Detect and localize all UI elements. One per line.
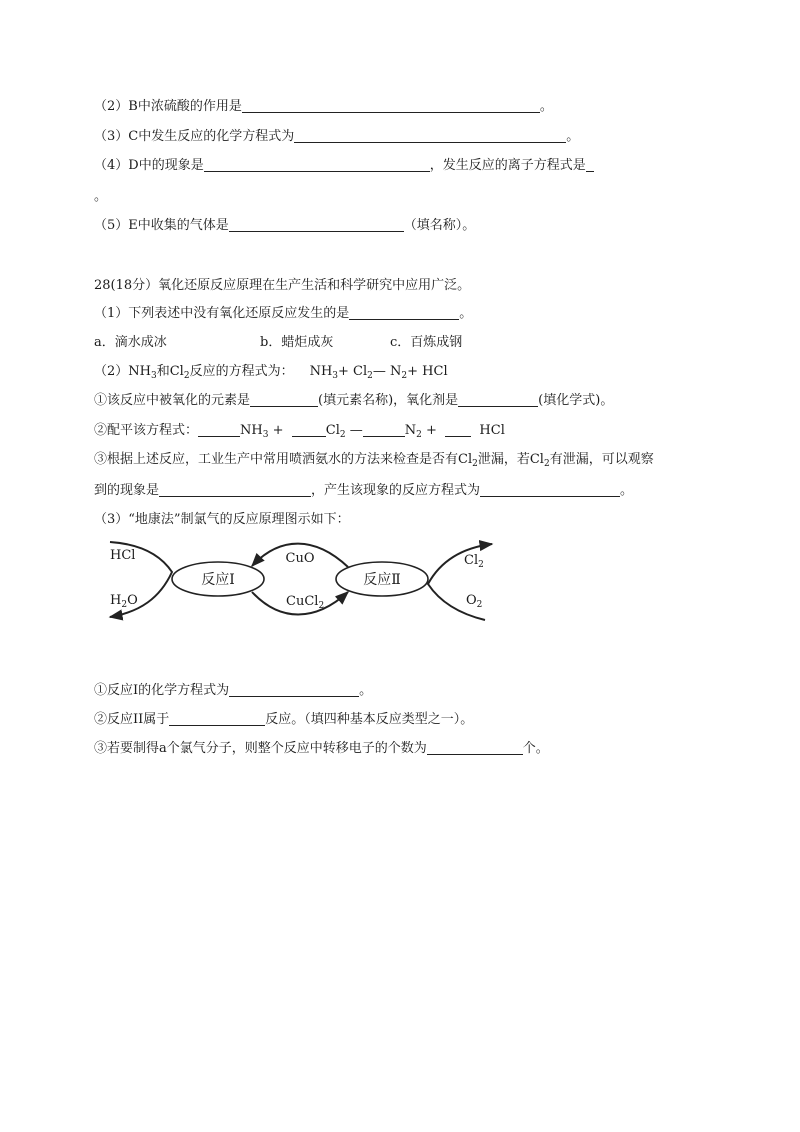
coef-cl2-blank[interactable] [292,423,326,437]
reaction-2-label: 反应Ⅱ [363,572,401,588]
q28-sub1-text-a: ①该反应中被氧化的元素是 [94,393,251,408]
reaction-1-equation-blank[interactable] [229,683,359,697]
reaction-1-label: 反应Ⅰ [201,572,235,588]
o2-label [466,593,482,610]
q28-sub1 [94,392,613,410]
q28-r2-end: 反应。（填四种基本反应类型之一）。 [265,712,474,727]
q28-sub3-end: 。 [620,483,634,498]
reaction-equation-blank[interactable] [480,483,620,497]
q28-r1 [94,682,372,700]
option-a[interactable]: a．滴水成冰 [94,335,167,350]
sub: 3 [150,371,157,381]
q28-part1 [94,305,472,323]
cl2-sub: 2 [478,560,484,570]
sub: 2 [416,430,422,440]
q28-sub3-text-d: 到的现象是 [94,483,160,498]
q28-sub3-text-a: ③根据上述反应，工业生产中常用喷洒氨水的方法来检查是否有Cl [94,452,473,467]
n2: N [404,423,417,438]
eq-n2: — N [372,364,402,379]
q27-part5-label: （5）E中收集的气体是 [94,218,229,233]
electron-count-blank[interactable] [427,741,523,755]
q28-sub3-text-b: 泄漏，若Cl [477,452,544,467]
q27-part4-end: 。 [94,189,108,204]
cucl2-sub: 2 [318,601,325,611]
q28-equation [310,364,448,379]
q28-part2-text-c: 反应的方程式为： [189,364,294,379]
h2o-o: O [127,593,138,608]
q28-sub3-line2 [94,482,633,500]
q27-part4-blank-1[interactable] [204,158,430,172]
q28-r1-end: 。 [359,683,373,698]
eq-cl2: + Cl [338,364,368,379]
q28-part2-text-a: （2）NH [94,364,151,379]
q27-part4-mid: ，发生反应的离子方程式是 [429,158,586,173]
deacon-process-diagram [100,532,500,627]
q28-r2 [94,711,473,729]
q27-part2-end: 。 [539,99,553,114]
q27-part5-blank[interactable] [229,218,404,232]
option-c[interactable]: c．百炼成钢 [390,335,463,350]
sub: 2 [401,371,408,381]
oxidant-blank[interactable] [458,393,538,407]
q28-options [94,334,462,352]
q27-part4-blank-2[interactable] [586,158,594,172]
q28-r2-label: ②反应II属于 [94,712,170,727]
q27-part3 [94,128,579,146]
sub: 2 [543,459,550,469]
q28-sub2-label: ②配平该方程式： [94,423,199,438]
coef-n2-blank[interactable] [363,423,405,437]
o2-text: O [466,593,477,608]
coef-nh3-blank[interactable] [198,423,240,437]
q28-part3: （3）“地康法”制氯气的反应原理图示如下： [94,512,350,527]
sub: 2 [183,371,190,381]
sub: 3 [332,371,339,381]
q28-part1-blank[interactable] [349,306,459,320]
q27-part4 [94,157,594,175]
phenomenon-blank[interactable] [159,483,311,497]
cuo-label: CuO [285,551,315,566]
plus: + [268,423,292,438]
q28-part2 [94,363,448,381]
cl2: Cl [325,423,340,438]
q28-r3 [94,740,549,758]
hcl: HCl [479,423,505,438]
q27-part2 [94,98,553,116]
reaction-2-type-blank[interactable] [169,712,265,726]
q28-sub3-text-c: 有泄漏，可以观察 [549,452,654,467]
q28-title: 28(18分）氧化还原反应原理在生产生活和科学研究中应用广泛。 [94,278,471,293]
cucl2-label [286,594,324,611]
q28-sub3-text-e: ，产生该现象的反应方程式为 [311,483,481,498]
q27-part4-label: （4）D中的现象是 [94,158,204,173]
cl2-label [464,553,484,570]
q27-part5 [94,217,475,235]
q28-part1-label: （1）下列表述中没有氧化还原反应发生的是 [94,306,350,321]
q27-part3-blank[interactable] [294,129,566,143]
coef-hcl-blank[interactable] [445,423,471,437]
q28-sub2 [94,422,505,440]
q27-part2-blank[interactable] [242,99,540,113]
eq-hcl: + HCl [407,364,448,379]
option-b[interactable]: b．蜡炬成灰 [260,335,334,350]
hcl-label: HCl [110,548,136,563]
cl2-text: Cl [464,553,479,568]
q27-part3-label: （3）C中发生反应的化学方程式为 [94,129,295,144]
oxidized-element-blank[interactable] [250,393,318,407]
sub: 3 [262,430,269,440]
nh3: NH [240,423,263,438]
h2o-sub: 2 [121,600,128,610]
q28-sub1-text-b: (填元素名称)，氧化剂是 [318,393,459,408]
sub: 2 [339,430,346,440]
q27-part3-end: 。 [566,129,580,144]
q27-part2-label: （2）B中浓硫酸的作用是 [94,99,242,114]
q28-sub3 [94,451,654,469]
h2o-h: H [110,593,122,608]
q28-sub1-text-c: (填化学式)。 [538,393,614,408]
q28-part1-end: 。 [459,306,473,321]
sub: 2 [472,459,478,469]
q28-r1-label: ①反应Ⅰ的化学方程式为 [94,683,230,698]
plus: + [421,423,446,438]
cucl2-text: CuCl [286,594,319,609]
q27-part5-end: （填名称）。 [403,218,476,233]
eq-nh3: NH [309,364,333,379]
dash: — [345,423,363,438]
q28-part2-text-b: 和Cl [156,364,184,379]
o2-sub: 2 [476,600,483,610]
q28-r3-end: 个。 [522,741,549,756]
q28-r3-label: ③若要制得a个氯气分子，则整个反应中转移电子的个数为 [94,741,427,756]
h2o-label [110,593,138,610]
sub: 2 [367,371,373,381]
